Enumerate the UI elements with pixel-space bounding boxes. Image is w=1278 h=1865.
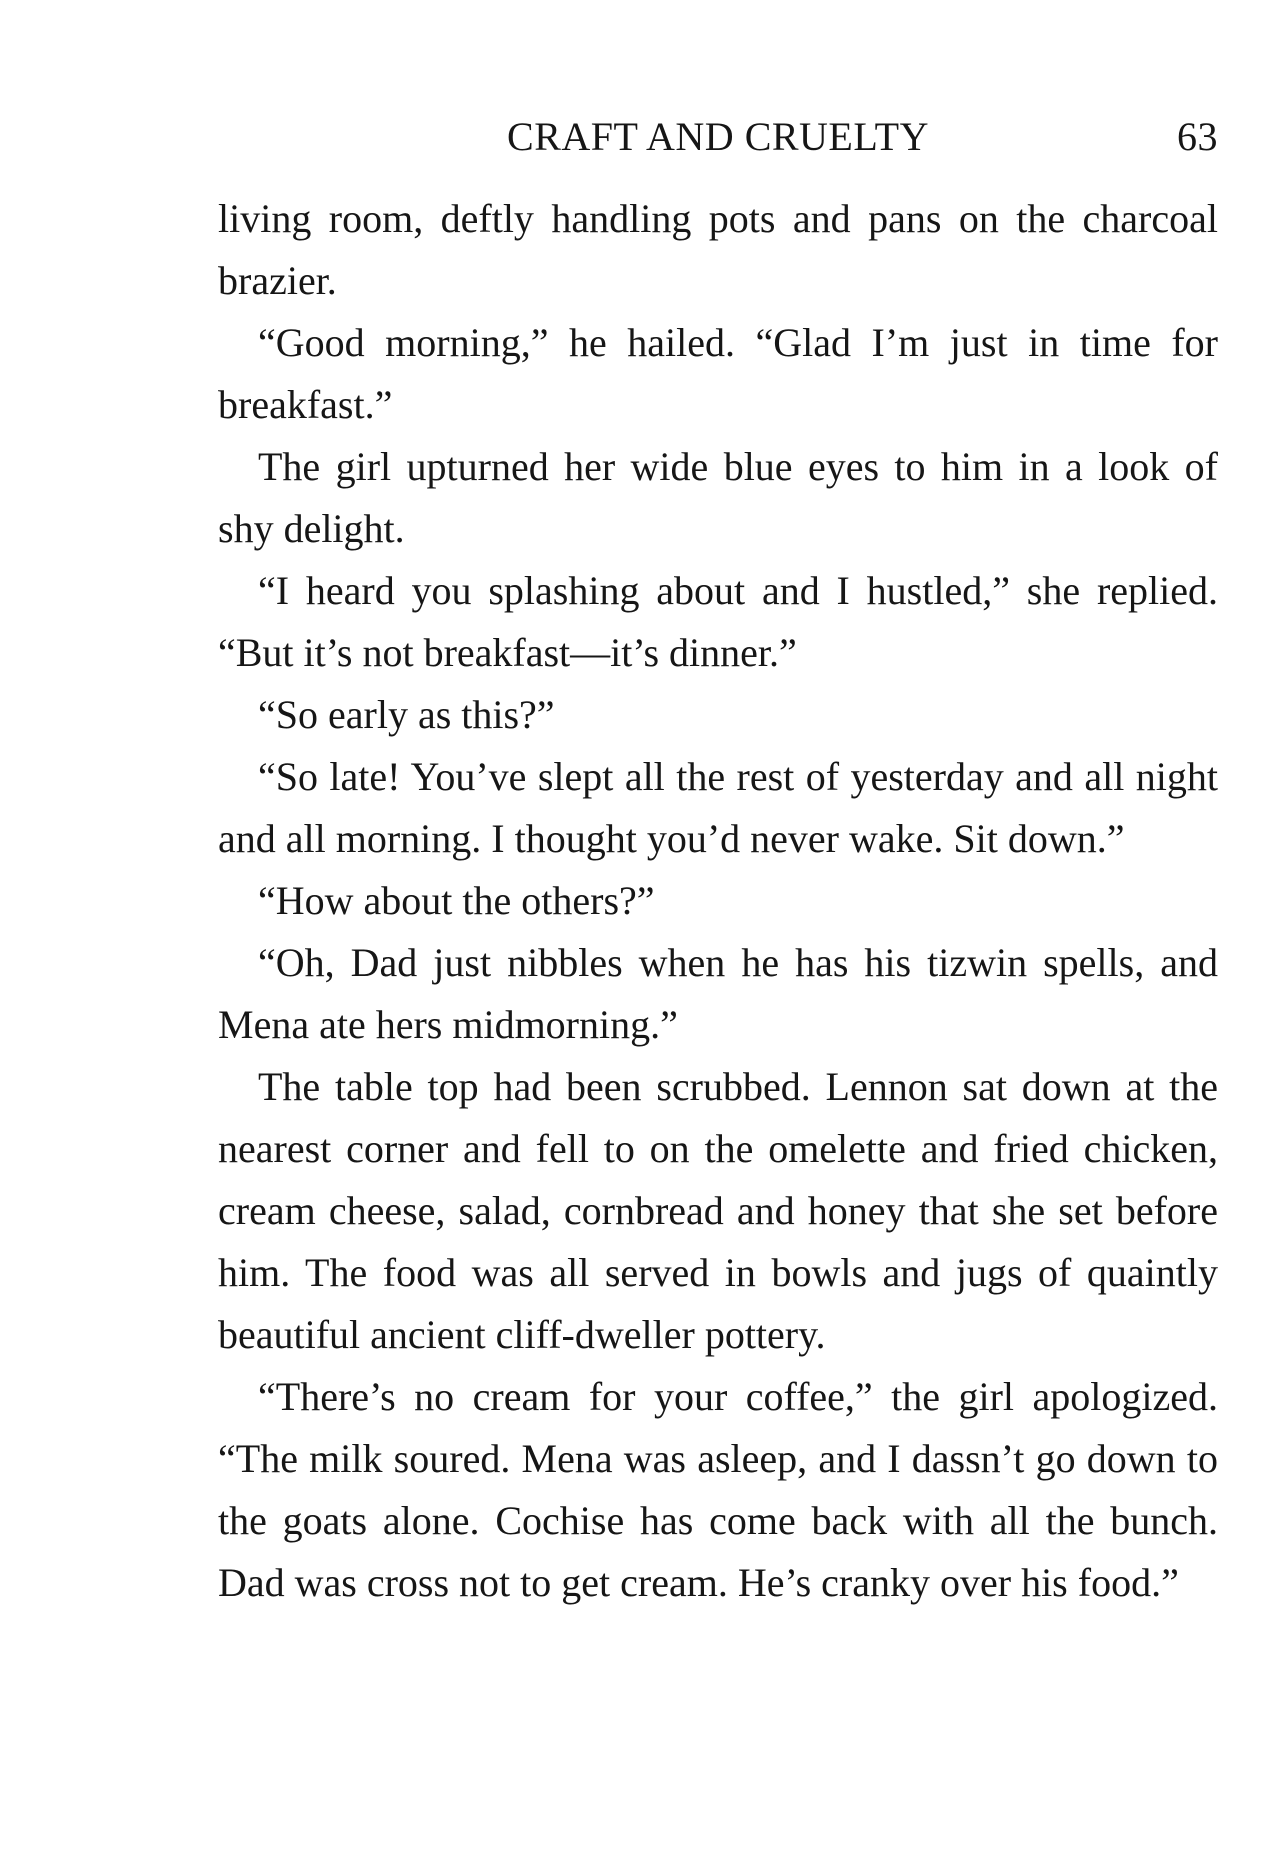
paragraph: “Oh, Dad just nibbles when he has his tizwin spells, and Mena ate hers midmorning.” [218, 940, 1218, 1047]
page-number: 63 [1177, 114, 1218, 159]
paragraph: “How about the others?” [258, 878, 655, 923]
paragraph: “Good morning,” he hailed. “Glad I’m just in time for breakfast.” [218, 320, 1218, 427]
paragraph: The table top had been scrubbed. Lennon sat down at the nearest corner and fell to on the omelette and fried chicken, cream cheese, salad, cornbread and honey that she set before him. The food was all served in bowls and jugs of quaintly beautiful ancient cliff-dweller pottery. [218, 1064, 1218, 1357]
running-head [218, 112, 1218, 162]
paragraph: The girl upturned her wide blue eyes to him in a look of shy delight. [218, 444, 1218, 551]
body-text [218, 188, 1218, 1614]
paragraph: “I heard you splashing about and I hustled,” she replied. “But it’s not breakfast—it’s dinner.” [218, 568, 1218, 675]
paragraph: living room, deftly handling pots and pans on the charcoal brazier. [218, 196, 1218, 303]
paragraph: “So late! You’ve slept all the rest of yesterday and all night and all morning. I thought you’d never wake. Sit down.” [218, 754, 1218, 861]
paragraph: “So early as this?” [258, 692, 555, 737]
paragraph: “There’s no cream for your coffee,” the girl apologized. “The milk soured. Mena was asleep, and I dassn’t go down to the goats alone. Cochise has come back with all the bunch. Dad was cross not to get cream. He’s cranky over his food.” [218, 1374, 1218, 1605]
chapter-title: CRAFT AND CRUELTY [507, 114, 929, 159]
